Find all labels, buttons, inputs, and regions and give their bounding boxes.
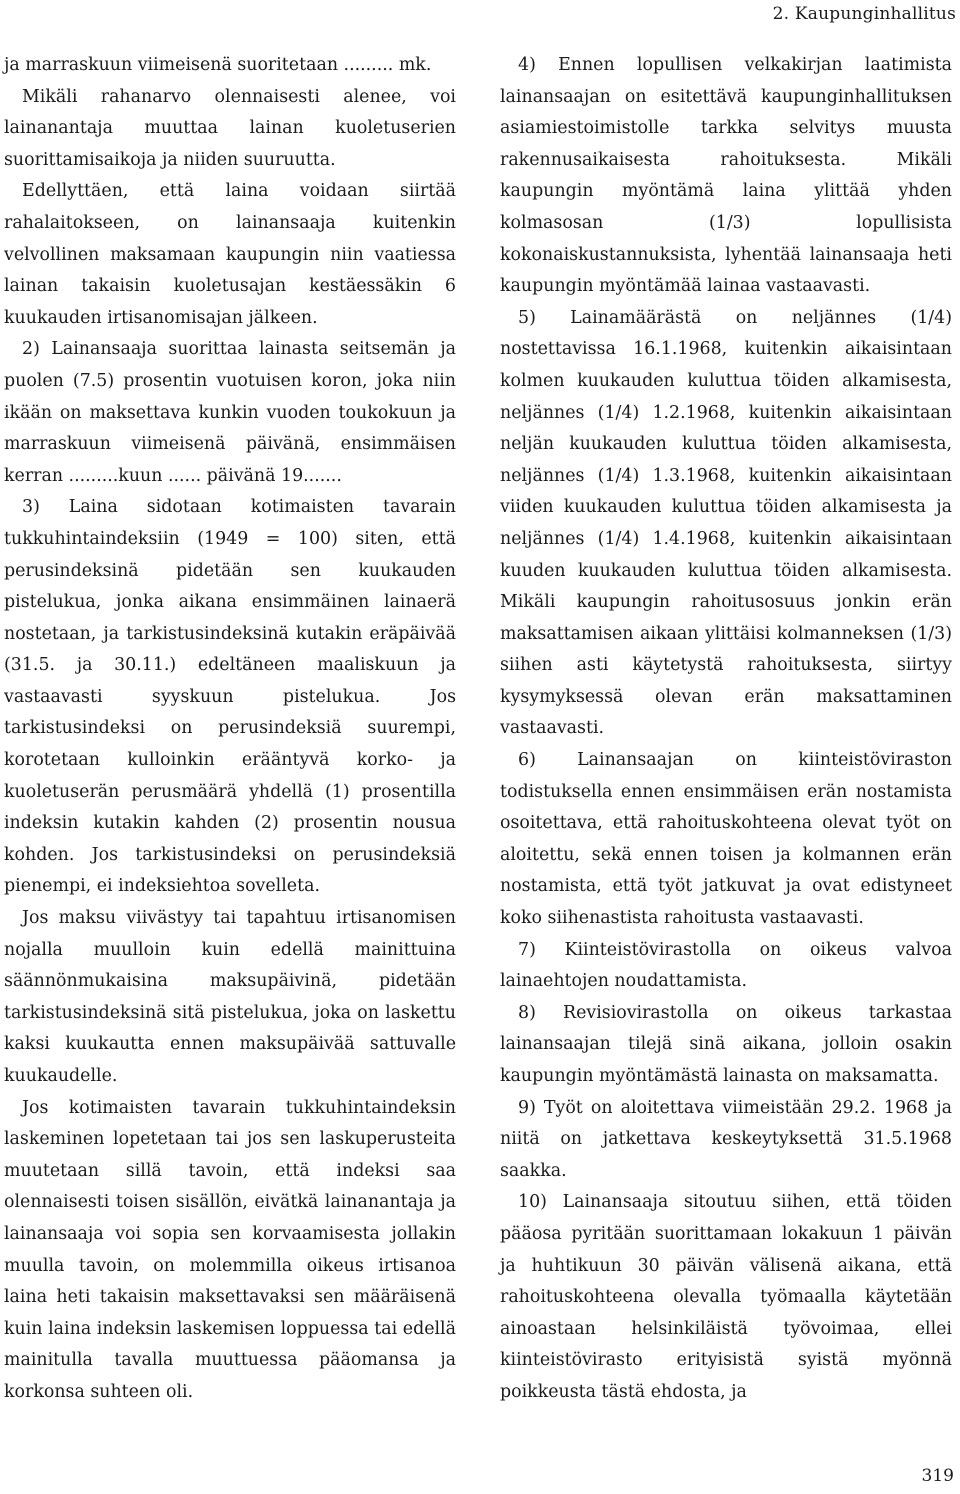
paragraph: 10) Lainansaaja sitoutuu siihen, että töiden pääosa pyritään suorittamaan lokakuun 1 päivän ja huhtikuun 30 päivän välisenä aikana, että rahoituskohteena olevalla työmaalla käytetään ainoastaan helsinkiläistä työvoimaa, ellei kiinteistövirasto erityisistä syistä myönnä poikkeusta tästä ehdosta, ja [500, 1192, 952, 1402]
paragraph: 7) Kiinteistövirastolla on oikeus valvoa lainaehtojen noudattamista. [500, 939, 952, 992]
paragraph: Jos maksu viivästyy tai tapahtuu irtisanomisen nojalla muulloin kuin edellä mainittuina säännönmukaisina maksupäivinä, pidetään tarkistusindeksinä sitä pistelukua, joka on laskettu kaksi kuukautta ennen maksupäivää sattuvalle kuukaudelle. [4, 908, 456, 1086]
paragraph: 4) Ennen lopullisen velkakirjan laatimista lainansaajan on esitettävä kaupunginhallituksen asiamiestoimistolle tarkka selvitys muusta rakennusaikaisesta rahoituksesta. Mikäli kaupungin myöntämä laina ylittää yhden kolmasosan (1/3) lopullisista kokonaiskustannuksista, lyhentää lainansaaja heti kaupungin myöntämää lainaa vastaavasti. [500, 55, 952, 297]
paragraph: 5) Lainamäärästä on neljännes (1/4) nostettavissa 16.1.1968, kuitenkin aikaisintaan kolmen kuukauden kuluttua töiden alkamisesta, neljännes (1/4) 1.2.1968, kuitenkin aikaisintaan neljän kuukauden kuluttua töiden alkamisesta, neljännes (1/4) 1.3.1968, kuitenkin aikaisintaan viiden kuukauden kuluttua töiden alkamisesta ja neljännes (1/4) 1.4.1968, kuitenkin aikaisintaan kuuden kuukauden kuluttua töiden alkamisesta. Mikäli kaupungin rahoitusosuus jonkin erän maksattamisen aikaan ylittäisi kolmanneksen (1/3) siihen asti käytetystä rahoituksesta, siirtyy kysymyksessä olevan erän maksattaminen vastaavasti. [500, 307, 952, 739]
paragraph: 3) Laina sidotaan kotimaisten tavarain tukkuhintaindeksiin (1949 = 100) siten, että perusindeksinä pidetään sen kuukauden pistelukua, jonka aikana ensimmäinen lainaerä nostetaan, ja tarkistusindeksinä kutakin eräpäivää (31.5. ja 30.11.) edeltäneen maaliskuun ja vastaavasti syyskuun pistelukua. Jos tarkistusindeksi on perusindeksiä suurempi, korotetaan kulloinkin erääntyvä korko- ja kuoletuserän perusmäärä yhdellä (1) prosentilla indeksin kutakin kahden (2) prosentin nousua kohden. Jos tarkistusindeksi on perusindeksiä pienempi, ei indeksiehtoa sovelleta. [4, 497, 456, 897]
right-column [500, 50, 952, 1409]
paragraph: 6) Lainansaajan on kiinteistöviraston todistuksella ennen ensimmäisen erän nostamista osoitettava, että rahoituskohteena olevat työt on aloitettu, sekä ennen toisen ja kolmannen erän nostamista, että työt jatkuvat ja ovat edistyneet koko siihenastista rahoitusta vastaavasti. [500, 750, 952, 929]
paragraph: Jos kotimaisten tavarain tukkuhintaindeksin laskeminen lopetetaan tai jos sen laskuperusteita muutetaan sillä tavoin, että indeksi saa olennaisesti toisen sisällön, eivätkä lainanantaja ja lainansaaja voi sopia sen korvaamisesta jollakin muulla tavoin, on molemmilla oikeus irtisanoa laina heti takaisin maksettavaksi sen määräisenä kuin laina indeksin laskemisen loppuessa tai edellä mainitulla tavalla muuttuessa pääomansa ja korkonsa suhteen oli. [4, 1097, 456, 1402]
paragraph: 9) Työt on aloitettava viimeistään 29.2. 1968 ja niitä on jatkettava keskeytyksettä 31.5.1968 saakka. [500, 1097, 952, 1181]
paragraph: 2) Lainansaaja suorittaa lainasta seitsemän ja puolen (7.5) prosentin vuotuisen koron, joka niin ikään on maksettava kunkin vuoden toukokuun ja marraskuun viimeisenä päivänä, ensimmäisen kerran .........kuun ...... päivänä 19....... [4, 339, 456, 486]
page-number: 319 [921, 1466, 954, 1486]
paragraph: Edellyttäen, että laina voidaan siirtää rahalaitokseen, on lainansaaja kuitenkin velvollinen maksamaan kaupungin niin vaatiessa lainan takaisin kuoletusajan kestäessäkin 6 kuukauden irtisanomisajan jälkeen. [4, 181, 456, 328]
paragraph: ja marraskuun viimeisenä suoritetaan ......... mk. [4, 55, 432, 75]
running-head: 2. Kaupunginhallitus [772, 4, 956, 24]
paragraph: 8) Revisiovirastolla on oikeus tarkastaa lainansaajan tilejä sinä aikana, jolloin osakin kaupungin myöntämästä lainasta on maksamatta. [500, 1002, 952, 1086]
paragraph: Mikäli rahanarvo olennaisesti alenee, voi lainanantaja muuttaa lainan kuoletuserien suorittamisaikoja ja niiden suuruutta. [4, 86, 456, 170]
left-column [4, 50, 456, 1409]
